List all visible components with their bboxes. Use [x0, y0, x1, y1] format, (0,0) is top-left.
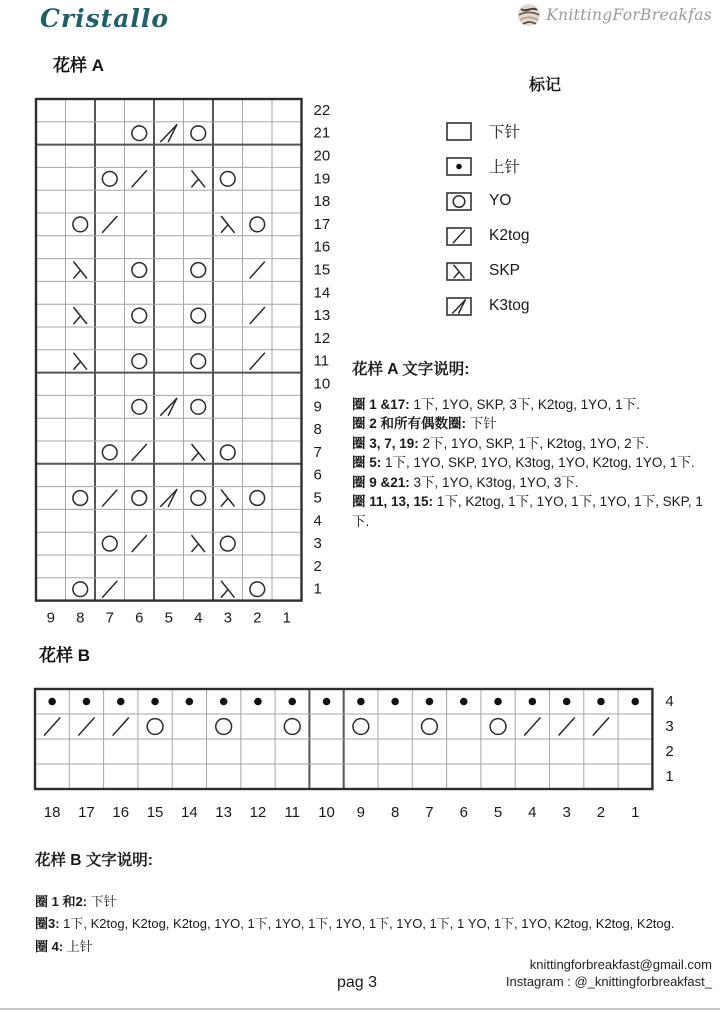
- pattern-b-instructions-heading: 花样 B 文字说明:: [35, 852, 153, 869]
- column-number: 15: [146, 804, 164, 821]
- column-number: 9: [46, 609, 55, 627]
- column-number: 2: [253, 609, 262, 627]
- instruction-text: 1下, K2tog, K2tog, K2tog, 1YO, 1下, 1YO, 1下, 1YO, 1下, 1YO, 1下, 1 YO, 1下, 1YO, K2tog, K2tog, K2tog.: [59, 916, 675, 931]
- instruction-round-label: 圈 4:: [35, 938, 64, 954]
- legend-label: YO: [489, 192, 512, 209]
- instruction-round-label: 圈3:: [35, 916, 60, 931]
- pattern-a-instructions-heading: 花样 A 文字说明:: [352, 361, 470, 378]
- legend-label: K3tog: [489, 297, 530, 314]
- instruction-line: [352, 453, 716, 473]
- column-number: 1: [631, 804, 640, 821]
- row-number: 7: [313, 443, 322, 461]
- column-number: 12: [249, 804, 267, 821]
- column-number: 18: [43, 804, 61, 821]
- row-number: 13: [313, 307, 331, 325]
- legend-label: 上针: [489, 159, 521, 176]
- column-number: 5: [493, 804, 503, 821]
- instruction-line: [35, 913, 720, 936]
- column-number: 11: [284, 804, 301, 821]
- instruction-round-label: 圈 9 &21:: [352, 474, 410, 490]
- row-number: 14: [313, 284, 331, 302]
- yarn-ball-icon: [517, 3, 541, 27]
- column-number: 7: [425, 804, 434, 821]
- pattern-a-instructions: [352, 360, 716, 531]
- row-number: 20: [313, 147, 331, 165]
- instruction-line: [352, 434, 716, 454]
- instruction-text: 上针: [63, 938, 93, 954]
- column-number: 6: [459, 804, 468, 821]
- row-number: 1: [313, 580, 322, 598]
- instruction-round-label: 圈 3, 7, 19:: [352, 435, 419, 451]
- row-number: 8: [313, 421, 322, 439]
- column-number: 13: [215, 804, 232, 821]
- instruction-line: [35, 936, 720, 959]
- instruction-round-label: 圈 11, 13, 15:: [352, 494, 434, 509]
- column-number: 8: [390, 804, 400, 821]
- instruction-round-label: 圈 2 和所有偶数圈:: [352, 416, 467, 431]
- cristallo-logo: Cristallo: [40, 4, 170, 33]
- column-number: 4: [194, 609, 203, 627]
- instruction-text: 1下, K2tog, 1下, 1YO, 1下, 1YO, 1下, SKP, 1下.: [352, 494, 703, 529]
- instruction-round-label: 圈 1 和2:: [35, 893, 88, 909]
- row-number: 6: [313, 466, 322, 484]
- instruction-text: 下针: [466, 416, 497, 431]
- row-number: 9: [313, 398, 322, 416]
- column-number: 8: [76, 609, 85, 627]
- k3tog-symbol-icon: [446, 297, 472, 316]
- yo-symbol-icon: [446, 192, 472, 211]
- row-number: 17: [313, 215, 331, 233]
- pattern-b-instruction-lines: [35, 891, 720, 959]
- legend-item: [446, 191, 530, 211]
- instruction-text: 3下, 1YO, K3tog, 1YO, 3下.: [409, 474, 579, 490]
- row-number: 12: [313, 329, 331, 347]
- legend-label: SKP: [489, 262, 521, 279]
- row-number: 18: [313, 193, 331, 211]
- column-number: 2: [596, 804, 606, 821]
- column-number: 3: [562, 804, 571, 821]
- pattern-b-chart: [21, 675, 711, 832]
- legend-item: [446, 261, 530, 281]
- row-number: 19: [313, 170, 331, 188]
- chartB-svg: [21, 675, 711, 827]
- instruction-round-label: 圈 1 &17:: [352, 396, 410, 412]
- footer-instagram: Instagram : @_knittingforbreakfast_: [505, 974, 712, 989]
- k2tog-symbol-icon: [446, 227, 472, 246]
- instruction-line: [35, 891, 720, 914]
- column-number: 9: [356, 804, 366, 821]
- legend: [446, 121, 530, 331]
- row-number: 21: [313, 124, 331, 142]
- row-number: 4: [665, 693, 674, 710]
- column-number: 5: [164, 609, 173, 627]
- column-number: 4: [528, 804, 537, 821]
- page-number: pag 3: [337, 974, 378, 991]
- pattern-a-instruction-lines: [352, 395, 716, 532]
- footer-email: knittingforbreakfast@gmail.com: [529, 957, 712, 972]
- instruction-line: [352, 395, 716, 415]
- instruction-text: 1下, 1YO, SKP, 3下, K2tog, 1YO, 1下.: [409, 396, 640, 412]
- instruction-round-label: 圈 5:: [352, 455, 382, 470]
- row-number: 5: [313, 489, 322, 507]
- legend-item: [446, 121, 530, 141]
- row-number: 15: [313, 261, 331, 279]
- knit-symbol-icon: [446, 122, 472, 141]
- legend-label: 下针: [489, 124, 521, 141]
- column-number: 10: [318, 804, 335, 821]
- row-number: 10: [313, 375, 331, 393]
- pattern-b-instructions: [35, 850, 720, 958]
- row-number: 11: [313, 352, 330, 370]
- pattern-a-chart: [22, 91, 342, 648]
- column-number: 3: [223, 609, 232, 627]
- legend-item: [446, 156, 530, 176]
- column-number: 14: [181, 804, 198, 821]
- row-number: 4: [313, 512, 322, 530]
- legend-label: K2tog: [489, 227, 530, 244]
- legend-title: 标记: [529, 77, 562, 94]
- row-number: 3: [665, 718, 674, 735]
- column-number: 1: [282, 609, 291, 627]
- column-number: 16: [112, 804, 130, 821]
- chartA-svg: [22, 91, 342, 643]
- pattern-a-title: 花样 A: [53, 56, 104, 75]
- column-number: 7: [105, 609, 114, 627]
- row-number: 3: [313, 535, 322, 553]
- brand-name: KnittingForBreakfas: [546, 6, 712, 24]
- instruction-text: 下针: [87, 893, 117, 909]
- row-number: 1: [665, 768, 674, 785]
- brand: [517, 3, 712, 27]
- legend-item: [446, 296, 530, 316]
- row-number: 2: [665, 743, 674, 760]
- column-number: 17: [78, 804, 95, 821]
- purl-symbol-icon: [446, 157, 472, 176]
- instruction-text: 2下, 1YO, SKP, 1下, K2tog, 1YO, 2下.: [418, 435, 649, 451]
- legend-item: [446, 226, 530, 246]
- row-number: 22: [313, 101, 331, 119]
- row-number: 16: [313, 238, 331, 256]
- instruction-line: [352, 473, 716, 493]
- column-number: 6: [135, 609, 144, 627]
- instruction-line: [352, 414, 716, 434]
- skp-symbol-icon: [446, 262, 472, 281]
- pattern-b-title: 花样 B: [39, 646, 90, 665]
- row-number: 2: [313, 557, 322, 575]
- instruction-line: [352, 492, 716, 531]
- footer-contact: [506, 956, 712, 990]
- instruction-text: 1下, 1YO, SKP, 1YO, K3tog, 1YO, K2tog, 1YO, 1下.: [381, 455, 695, 470]
